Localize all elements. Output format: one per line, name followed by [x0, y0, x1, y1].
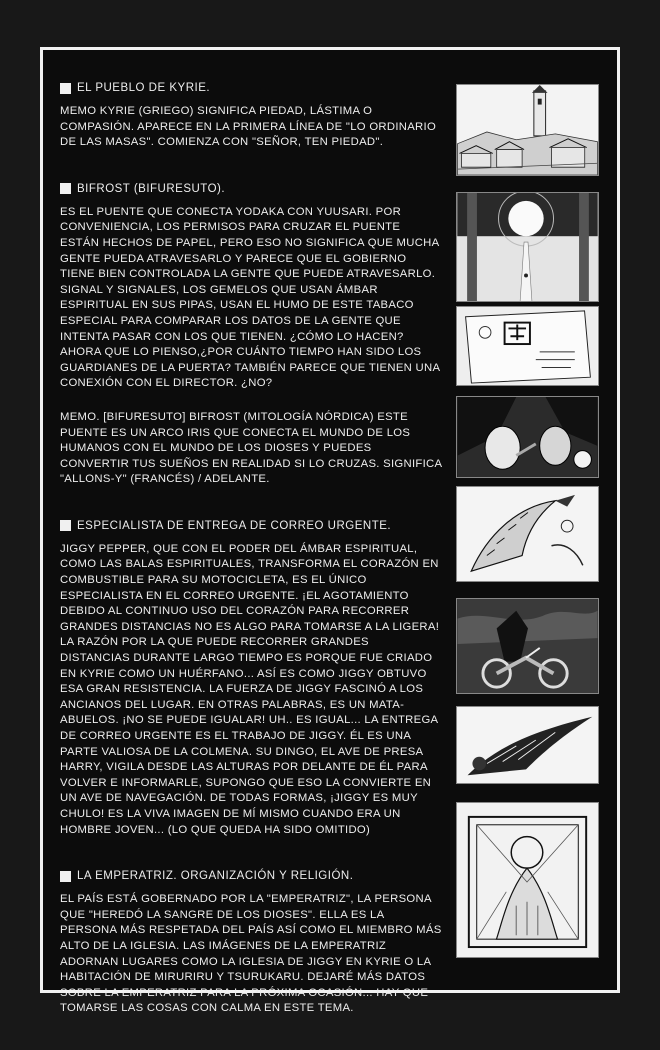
section-courier	[60, 520, 442, 838]
section-empress	[60, 870, 442, 1017]
section-heading	[60, 520, 442, 532]
section-heading	[60, 870, 442, 882]
panel-wing-illustration	[456, 706, 599, 784]
heading-text: BIFROST (BIFURESUTO).	[77, 182, 226, 195]
paragraph: EL PAÍS ESTÁ GOBERNADO POR LA "EMPERATRIZ", LA PERSONA QUE "HEREDÓ LA SANGRE DE LOS DIOSES". ELLA ES LA PERSONA MÁS RESPETADA DEL PAÍS ASÍ COMO EL MIEMBRO MÁS ALTO DE LA IGLESIA. LAS IMÁGENES DE LA EMPERATRIZ ADORNAN LUGARES COMO LA IGLESIA DE JIGGY EN KYRIE O LA HABITACIÓN DE MIRURIRU Y TSURUKARU. DEJARÉ MÁS DATOS SOBRE LA EMPERATRIZ PARA LA PRÓXIMA OCASIÓN... HAY QUE TOMARSE LAS COSAS CON CALMA EN ESTE TEMA.	[60, 893, 442, 1015]
panel-town-illustration	[456, 84, 599, 176]
heading-text: LA EMPERATRIZ. ORGANIZACIÓN Y RELIGIÓN.	[77, 870, 354, 883]
paragraph: MEMO. [BIFURESUTO] BIFROST (MITOLOGÍA NÓRDICA) ESTE PUENTE ES UN ARCO IRIS QUE CONECTA EL MUNDO DE LOS HUMANOS CON EL MUNDO DE LOS DIOSES Y PUEDES CONVERTIR TUS SUEÑOS EN REALIDAD SI LO CRUZAS. SIGNIFICA "ALLONS-Y" (FRANCÉS) / ADELANTE.	[60, 410, 442, 486]
panel-rider-illustration	[456, 598, 599, 694]
section-heading	[60, 183, 442, 195]
section-bifrost	[60, 183, 442, 488]
section-kyrie	[60, 82, 442, 151]
heading-text: ESPECIALISTA DE ENTREGA DE CORREO URGENTE.	[77, 519, 392, 532]
panel-permit-illustration	[456, 306, 599, 386]
square-bullet-icon	[60, 83, 71, 94]
panel-bridge-illustration	[456, 192, 599, 302]
paragraph: ES EL PUENTE QUE CONECTA YODAKA CON YUUSARI. POR CONVENIENCIA, LOS PERMISOS PARA CRUZAR EL PUENTE ESTÁN HECHOS DE PAPEL, PERO ESO NO SIGNIFICA QUE MUCHA GENTE PUEDA ATRAVESARLO Y PARECE QUE EL GOBIERNO TIENE BIEN CONTROLADA LA GENTE QUE PUEDE ATRAVESARLO. SIGNAL Y SIGNALES, LOS GEMELOS QUE USAN ÁMBAR ESPIRITUAL EN SUS PIPAS, USAN EL HUMO DE ESTE TABACO ESPECIAL PARA COMPARAR LOS DATOS DE LA GENTE QUE INTENTA PASAR CON LOS QUE TIENEN. ¿CÓMO LO HACEN? AHORA QUE LO PIENSO,¿POR CUÁNTO TIEMPO HAN SIDO LOS GUARDIANES DE LA PUERTA? TAMBIÉN PARECE QUE TIENEN UNA CONEXIÓN CON EL DIRECTOR. ¿NO?	[60, 205, 440, 390]
paragraph: MEMO KYRIE (GRIEGO) SIGNIFICA PIEDAD, LÁSTIMA O COMPASIÓN. APARECE EN LA PRIMERA LÍNEA DE "LO ORDINARIO DE LAS MASAS". COMIENZA CON "SEÑOR, TEN PIEDAD".	[60, 105, 437, 149]
square-bullet-icon	[60, 183, 71, 194]
panel-creature-illustration	[456, 486, 599, 582]
text-column	[60, 82, 442, 1049]
panel-empress-illustration	[456, 802, 599, 958]
section-heading	[60, 82, 442, 94]
paragraph: JIGGY PEPPER, QUE CON EL PODER DEL ÁMBAR ESPIRITUAL, COMO LAS BALAS ESPIRITUALES, TRANSFORMA EL CORAZÓN EN COMBUSTIBLE PARA SU MOTOCICLETA, ES EL ÚNICO ESPECIALISTA EN EL CORREO URGENTE. ¡EL AGOTAMIENTO DEBIDO AL CONTINUO USO DEL CORAZÓN PARA RECORRER GRANDES DISTANCIAS NO ES ALGO PARA TOMARSE A LA LIGERA! LA RAZÓN POR LA QUE PUEDE RECORRER GRANDES DISTANCIAS DURANTE LARGO TIEMPO ES PORQUE FUE CRIADO EN KYRIE COMO UN HUÉRFANO... ASÍ ES COMO JIGGY OBTUVO ESA GRAN RESISTENCIA. LA FUERZA DE JIGGY FASCINÓ A LOS ANCIANOS DEL LUGAR. EN OTRAS PALABRAS, ES UN MATA-ABUELOS. ¡NO SE PUEDE IGUALAR! UH.. ES IGUAL... LA ENTREGA DE CORREO URGENTE ES EL TRABAJO DE JIGGY. ÉL ES UNA PARTE VALIOSA DE LA COLMENA. SU DINGO, EL AVE DE PRESA HARRY, VIGILA DESDE LAS ALTURAS POR DELANTE DE ÉL PARA VOLVER E INFORMARLE, SUPONGO QUE ESO LA CONVIERTE EN UN AVE DE NAVEGACIÓN. DE TODAS FORMAS, ¡JIGGY ES MUY CHULO! ES LA VIVA IMAGEN DE MÍ MISMO CUANDO ERA UN HOMBRE JOVEN... (LO QUE QUEDA HA SIDO OMITIDO)	[60, 542, 440, 836]
square-bullet-icon	[60, 520, 71, 531]
heading-text: EL PUEBLO DE KYRIE.	[77, 82, 211, 94]
panel-twins-illustration	[456, 396, 599, 478]
square-bullet-icon	[60, 871, 71, 882]
